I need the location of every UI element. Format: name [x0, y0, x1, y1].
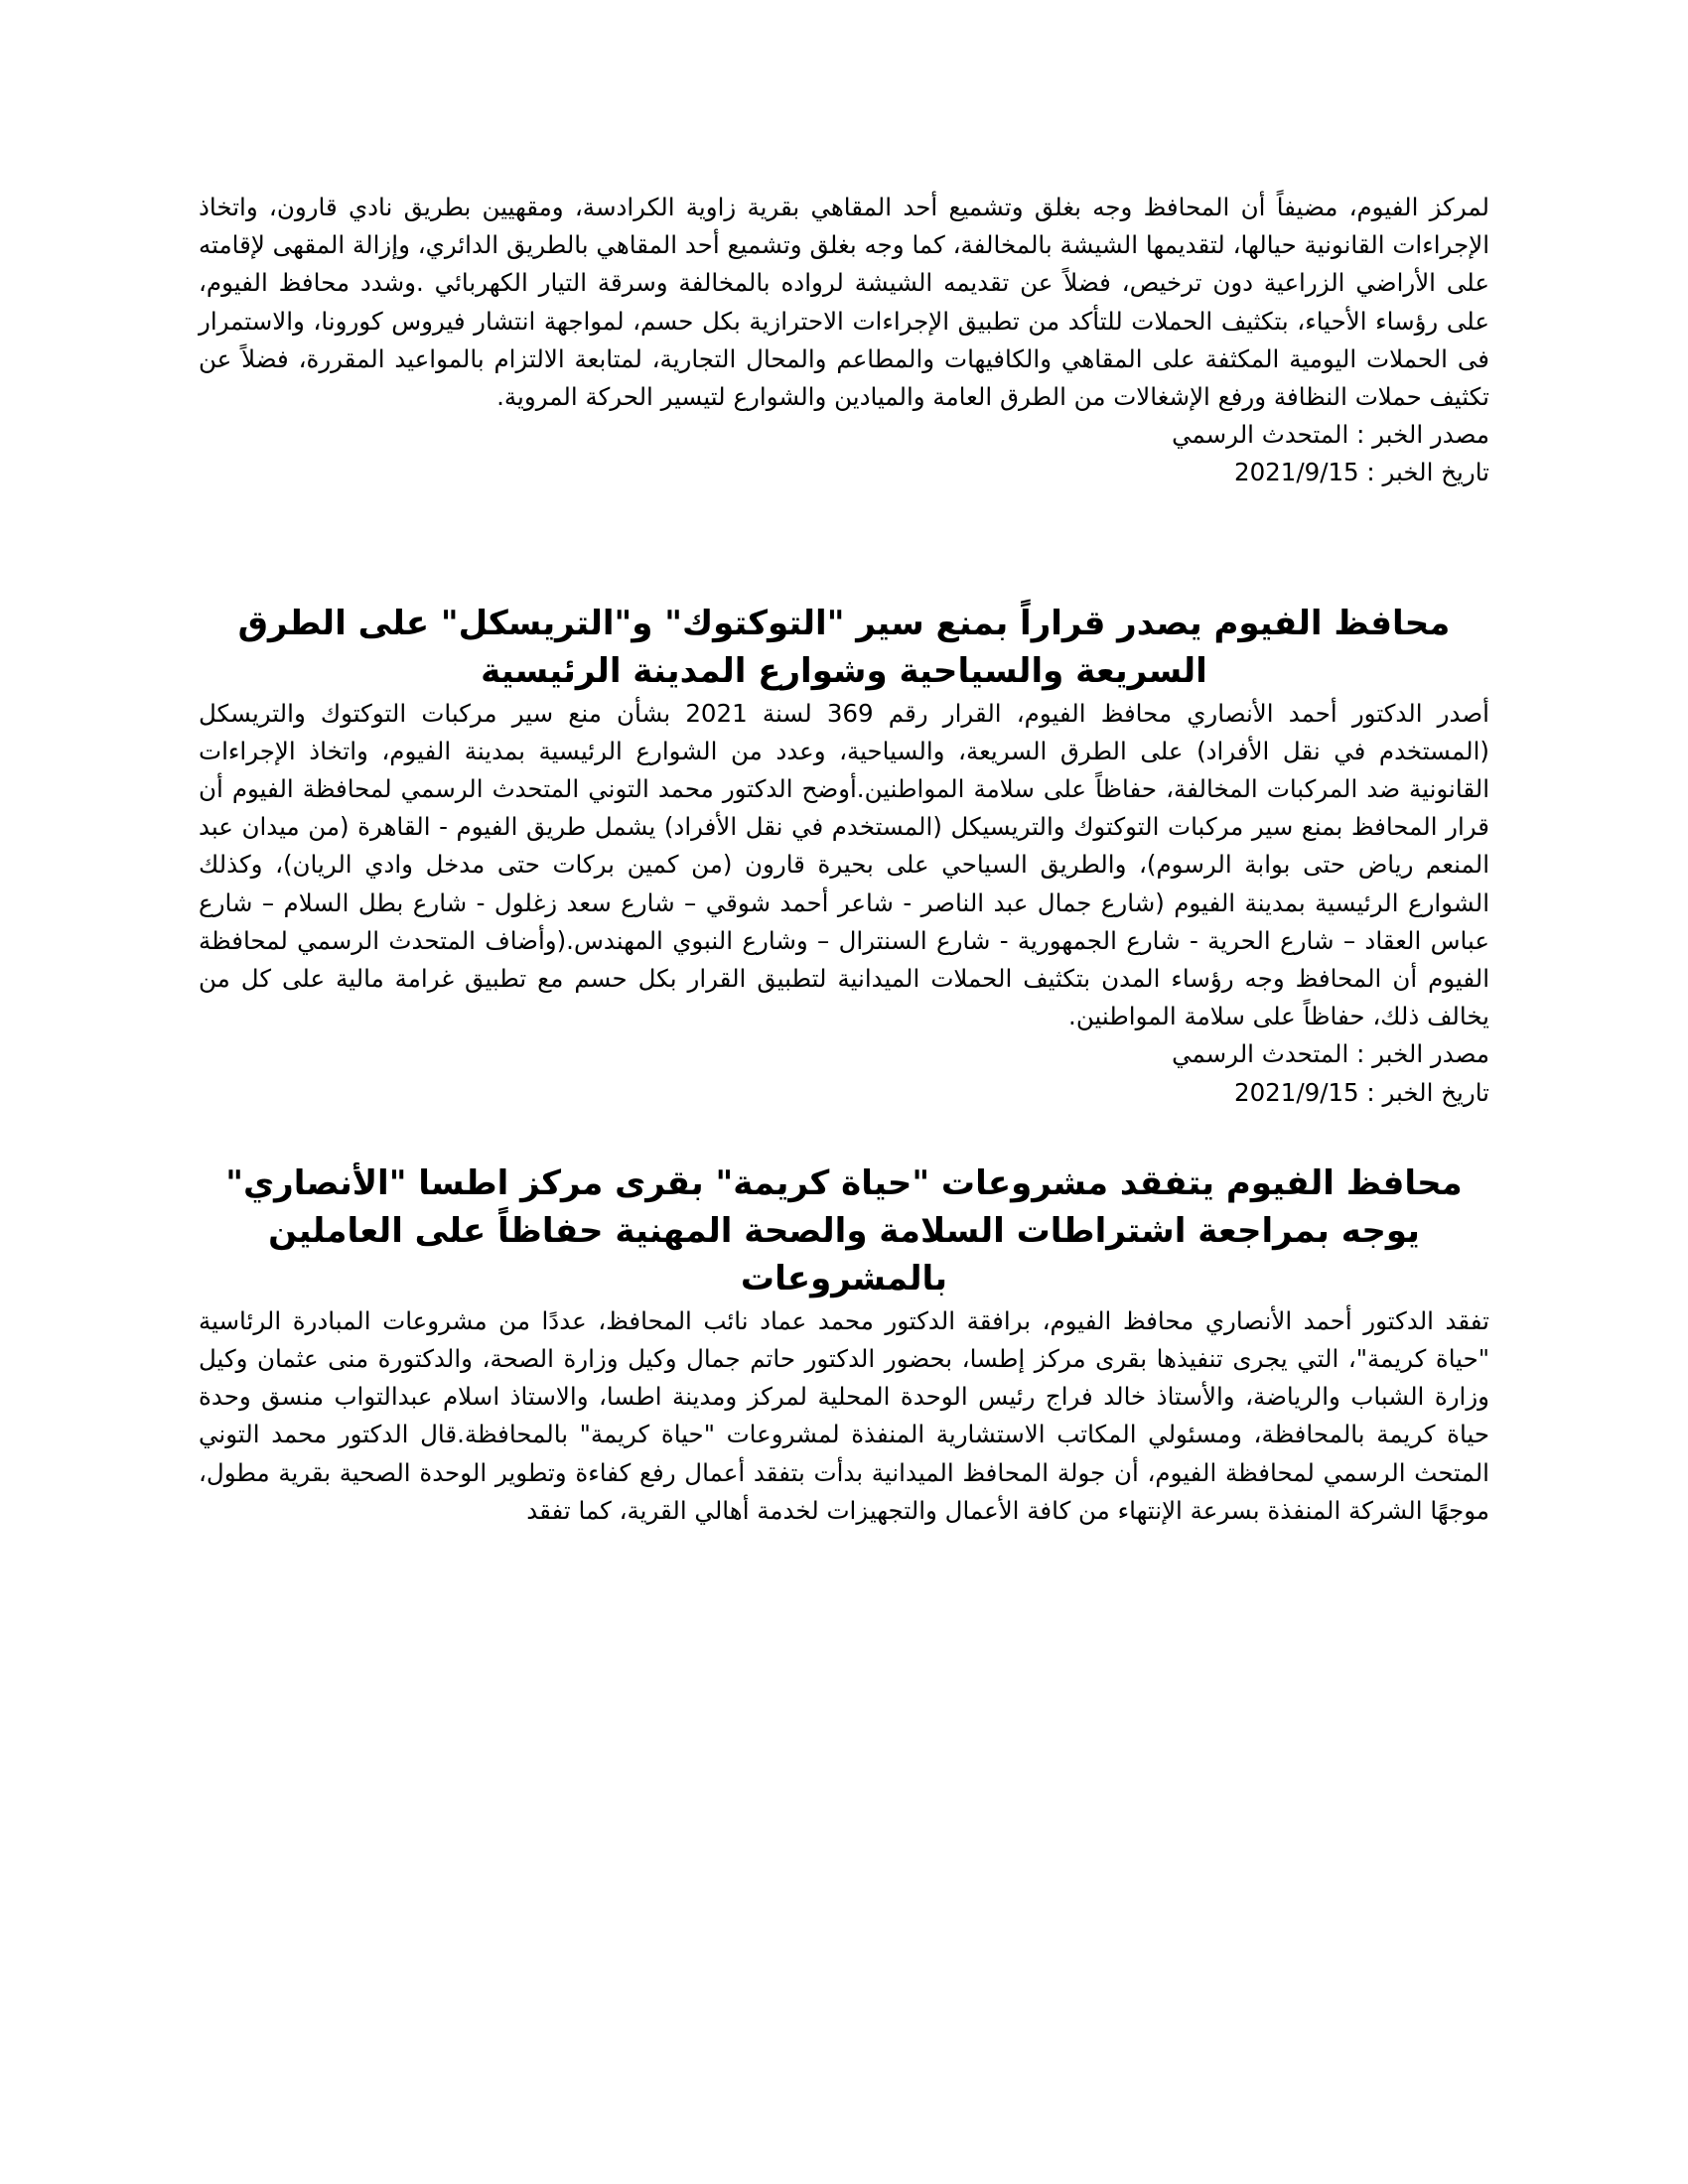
document-page — [199, 189, 1489, 1530]
article-paragraph: لمركز الفيوم، مضيفاً أن المحافظ وجه بغلق وتشميع أحد المقاهي بقرية زاوية الكرادسة، ومقهيين بطريق نادي قارون، واتخاذ الإجراءات القانونية حيالها، لتقديمها الشيشة بالمخالفة، كما وجه بغلق وتشميع أحد المقاهي بالطريق الدائري، وإزالة المقهى لإقامته على الأراضي الزراعية دون ترخيص، فضلاً عن تقديمه الشيشة لرواده بالمخالفة وسرقة التيار الكهربائي .وشدد محافظ الفيوم، على رؤساء الأحياء، بتكثيف الحملات للتأكد من تطبيق الإجراءات الاحترازية بكل حسم، لمواجهة انتشار فيروس كورونا، والاستمرار فى الحملات اليومية المكثفة على المقاهي والكافيهات والمطاعم والمحال التجارية، لمتابعة الالتزام بالمواعيد المقررة، فضلاً عن تكثيف حملات النظافة ورفع الإشغالات من الطرق العامة والميادين والشوارع لتيسير الحركة المروية. — [199, 193, 1489, 412]
article-date: تاريخ الخبر : 2021/9/15 — [1234, 458, 1489, 487]
article-headline: محافظ الفيوم يصدر قراراً بمنع سير "التوكتوك" و"التريسكل" على الطرق السريعة والسياحية وشوارع المدينة الرئيسية — [237, 603, 1451, 691]
article-headline: محافظ الفيوم يتفقد مشروعات "حياة كريمة" بقرى مركز اطسا "الأنصاري" يوجه بمراجعة اشتراطات السلامة والصحة المهنية حفاظاً على العاملين بالمشروعات — [225, 1162, 1463, 1298]
news-item-tuktuk-ban — [199, 600, 1489, 1112]
article-source: مصدر الخبر : المتحدث الرسمي — [1172, 420, 1489, 450]
article-source: مصدر الخبر : المتحدث الرسمي — [1172, 1039, 1489, 1069]
news-item-cafe-campaigns — [199, 189, 1489, 492]
news-item-decent-life-projects — [199, 1160, 1489, 1530]
article-date: تاريخ الخبر : 2021/9/15 — [1234, 1077, 1489, 1107]
article-paragraph: أصدر الدكتور أحمد الأنصاري محافظ الفيوم، القرار رقم 369 لسنة 2021 بشأن منع سير مركبات التوكتوك والتريسكل (المستخدم في نقل الأفراد) على الطرق السريعة، والسياحية، وعدد من الشوارع الرئيسية بمدينة الفيوم، واتخاذ الإجراءات القانونية ضد المركبات المخالفة، حفاظاً على سلامة المواطنين.أوضح الدكتور محمد التوني المتحدث الرسمي لمحافظة الفيوم أن قرار المحافظ بمنع سير مركبات التوكتوك والتريسيكل (المستخدم في نقل الأفراد) يشمل طريق الفيوم - القاهرة (من ميدان عبد المنعم رياض حتى بوابة الرسوم)، والطريق السياحي على بحيرة قارون (من كمين بركات حتى مدخل وادي الريان)، وكذلك الشوارع الرئيسية بمدينة الفيوم (شارع جمال عبد الناصر - شاعر أحمد شوقي – شارع سعد زغلول - شارع بطل السلام – شارع عباس العقاد – شارع الحرية - شارع الجمهورية - شارع السنترال – وشارع النبوي المهندس.(وأضاف المتحدث الرسمي لمحافظة الفيوم أن المحافظ وجه رؤساء المدن بتكثيف الحملات الميدانية لتطبيق القرار بكل حسم مع تطبيق غرامة مالية على كل من يخالف ذلك، حفاظاً على سلامة المواطنين. — [199, 698, 1489, 1031]
article-paragraph: تفقد الدكتور أحمد الأنصاري محافظ الفيوم، برافقة الدكتور محمد عماد نائب المحافظ، عددًا من مشروعات المبادرة الرئاسية "حياة كريمة"، التي يجرى تنفيذها بقرى مركز إطسا، بحضور الدكتور حاتم جمال وكيل وزارة الصحة، والدكتورة منى عثمان وكيل وزارة الشباب والرياضة، والأستاذ خالد فراج رئيس الوحدة المحلية لمركز ومدينة اطسا، والاستاذ اسلام عبدالتواب منسق وحدة حياة كريمة بالمحافظة، ومسئولي المكاتب الاستشارية المنفذة لمشروعات "حياة كريمة" بالمحافظة.قال الدكتور محمد التوني المتحث الرسمي لمحافظة الفيوم، أن جولة المحافظ الميدانية بدأت بتفقد أعمال رفع كفاءة وتطوير الوحدة الصحية بقرية مطول، موجهًا الشركة المنفذة بسرعة الإنتهاء من كافة الأعمال والتجهيزات لخدمة أهالي القرية، كما تفقد — [199, 1305, 1489, 1525]
